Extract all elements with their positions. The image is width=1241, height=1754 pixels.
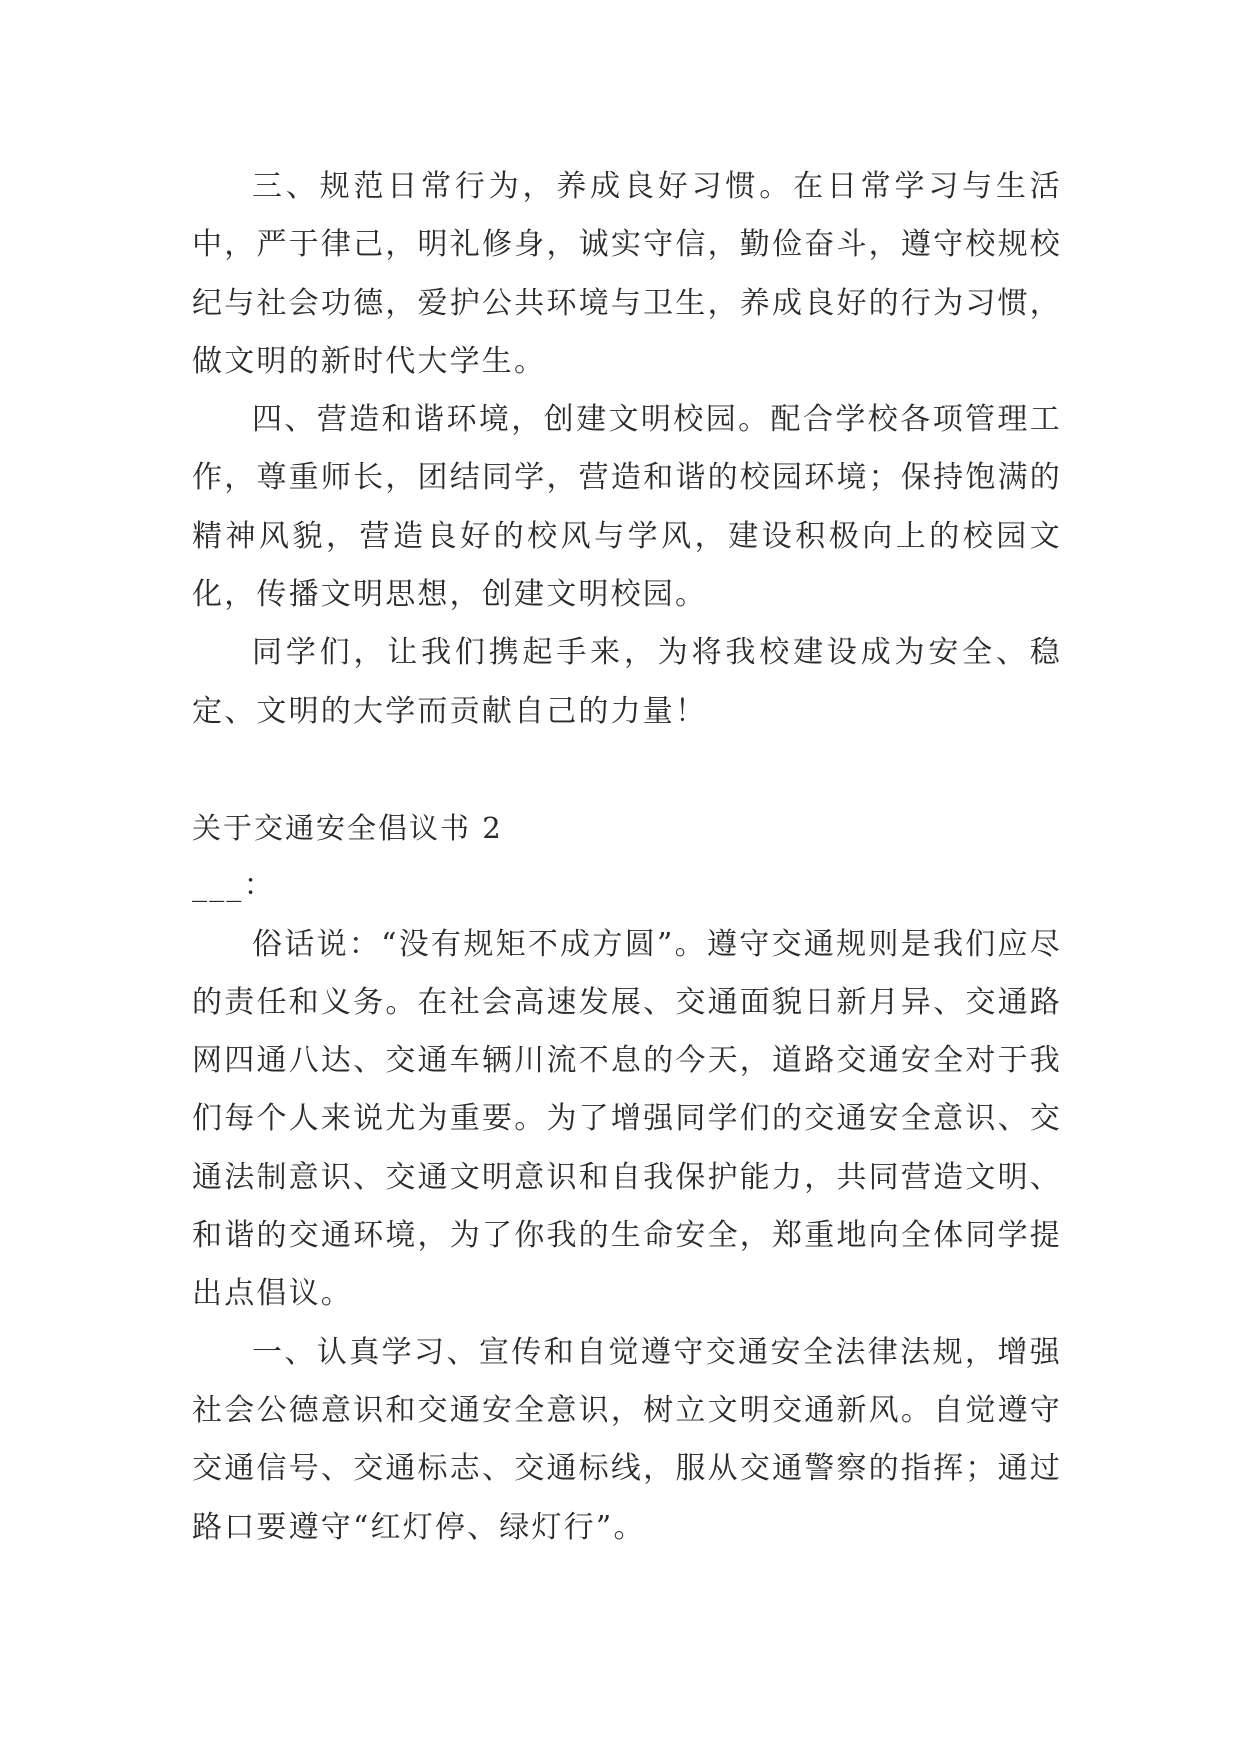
section-gap — [192, 741, 1062, 799]
salutation: ___： — [192, 868, 276, 904]
paragraph-intro: 俗话说：“没有规矩不成方圆”。遵守交通规则是我们应尽的责任和义务。在社会高速发展、交通面貌日新月异、交通路网四通八达、交通车辆川流不息的今天，道路交通安全对于我们每个人来说尤为重要。为了增强同学们的交通安全意识、交通法制意识、交通文明意识和自我保护能力，共同营造文明、和谐的交通环境，为了你我的生命安全，郑重地向全体同学提出点倡议。 — [192, 926, 1062, 1312]
document-body — [192, 158, 1062, 1557]
paragraph-campus-environment: 四、营造和谐环境，创建文明校园。配合学校各项管理工作，尊重师长，团结同学，营造和谐的校园环境；保持饱满的精神风貌，营造良好的校风与学风，建设积极向上的校园文化，传播文明思想，创建文明校园。 — [192, 402, 1062, 613]
paragraph-item-1: 一、认真学习、宣传和自觉遵守交通安全法律法规，增强社会公德意识和交通安全意识，树立文明交通新风。自觉遵守交通信号、交通标志、交通标线，服从交通警察的指挥；通过路口要遵守“红灯停、绿灯行”。 — [192, 1334, 1062, 1545]
paragraph-closing: 同学们，让我们携起手来，为将我校建设成为安全、稳定、文明的大学而贡献自己的力量！ — [192, 635, 1062, 729]
paragraph-habits: 三、规范日常行为，养成良好习惯。在日常学习与生活中，严于律己，明礼修身，诚实守信，勤俭奋斗，遵守校规校纪与社会功德，爱护公共环境与卫生，养成良好的行为习惯，做文明的新时代大学生。 — [192, 169, 1062, 379]
section-title: 关于交通安全倡议书 2 — [192, 810, 503, 845]
